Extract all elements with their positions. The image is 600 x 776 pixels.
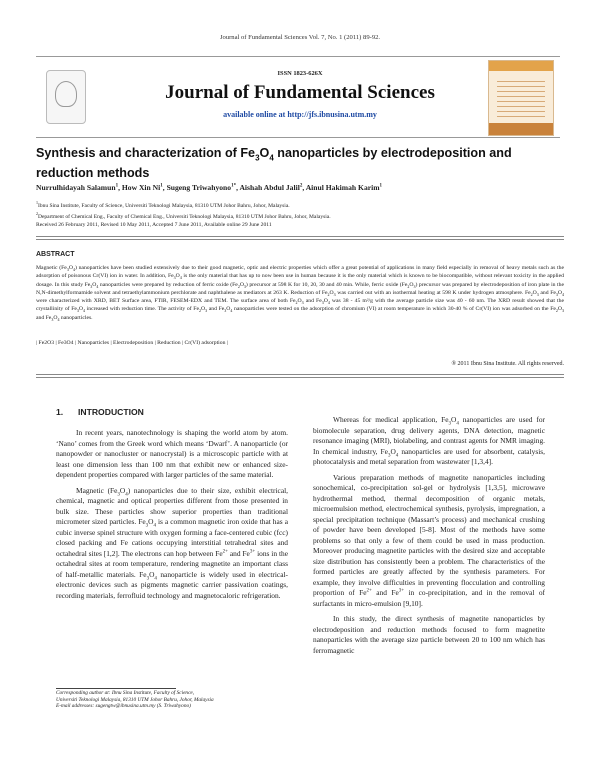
left-column (56, 428, 288, 601)
paragraph: Various preparation methods of magnetite nanoparticles including sonochemical, co-precipitation sol-gel or hydrolysis [1,3,5], microwave hydrothermal method, thermal decomposition of organic metals, microemulsion method, electrochemical synthesis, pyrolysis, impregnation, a special precipitation technique (Massart’s process) and mechanical crushing of powder have been developed [5-8]. Most of the methods have some problems so that only a few of them could be used in mass production. Moreover producing magnetite particles with the desired size and acceptable size distribution has consistently been a problem. The characteristics of the formed particles are greatly affected by the synthesis parameters. For example, they involve difficulties in preventing flocculation and controlling proportion of $Fe^{2+}$ and $Fe^{3+}$ in co-precipitation, and in the removal of surfactants in micro-emulsion [9,10]. (313, 472, 546, 608)
issn: ISSN 1823-626X (277, 70, 323, 77)
paragraph: Magnetic $(Fe_3O_4)$ nanoparticles due to their size, exhibit electrical, chemical, magnetic and optical properties different from those presented in bulk size. These particles show superior properties than traditional micrometer sized particles. $Fe_3O_4$ is a common magnetic iron oxide that has a cubic inverse spinel structure with oxygen forming a face-centered cubic (fcc) closed packing and Fe cations occupying interstitial tetrahedral sites and octahedral sites [1,2]. The electrons can hop between $Fe^{2+}$ and $Fe^{3+}$ ions in the octahedral sites at room temperature, rendering magnetite an important class of half-metallic materials. $Fe_3O_4$ nanoparticle is widely used in electrical-electronic devices such as pigments magnetic carrier passivation coatings, recording materials, ferrofluid technology and magnetocaloric refrigeration. (56, 485, 288, 600)
author: Aishah Abdul Jalil (239, 183, 300, 192)
author: How Xin Ni (121, 183, 161, 192)
section-heading-introduction: 1. INTRODUCTION (56, 407, 144, 417)
journal-title: Journal of Fundamental Sciences (165, 82, 435, 103)
author: Ainul Hakimah Karim (305, 183, 380, 192)
affiliation: $^2$Department of Chemical Eng., Faculty of Chemical Eng., Universiti Teknologi Malaysia, 81310 UTM Johor Bahru, Johor, Malaysia. (36, 210, 331, 220)
abstract-body: Magnetic $(Fe_3O_4)$ nanoparticles have been studied extensively due to their good magnetic, optic and electric properties which offer a great potential of applications in many field especially in removal of heavy metals such as the adsorption of poisonous Cr(VI) ion in water. In addition, $Fe_3O_4$ is the only material that has up to now been use in human because it is the only material which is known to be biocompatible, without relevant toxicity in the applied dosage. In this study $Fe_3O_4$ nanoparticles were prepared by reduction of ferric oxide $(Fe_2O_3)$ precursor at 598 K for 10, 20, 30 and 40 min. While, ferric oxide $(Fe_2O_3)$ precursor was prepared by electrodeposition of iron plate in the N,N-dimethylformamide solvent and tetraethylammonium perchlorate and naphthalene as mediators at 263 K. Reduction of $Fe_2O_3$ was carried out with an isothermal heating at 598 K under hydrogen atmosphere. $Fe_2O_3$ and $Fe_3O_4$ were characterized with XRD, BET Surface area, FTIR, FESEM-EDX and TEM. The surface area of both $Fe_2O_3$ and $Fe_3O_4$ was 38 - 45 m²/g with the average particle size was 40 - 60 nm. The XRD result showed that the crystallinity of $Fe_3O_4$ increased with reduction time. The activity of $Fe_2O_3$ and $Fe_3O_4$ nanoparticles were tested on the adsorption of chromium (VI) at room temperature in which 30-40 % of Cr(VI) ion was adsorbed on the $Fe_2O_3$ and $Fe_3O_4$ nanoparticles. (36, 265, 565, 322)
paper-title: Synthesis and characterization of $Fe_3O_4$ nanoparticles by electrodeposition and reduction methods (36, 146, 512, 180)
available-online (0, 110, 600, 119)
paragraph: In this study, the direct synthesis of magnetite nanoparticles by electrodeposition and reduction methods focused to form magnetite nanoparticles with the average size particle between 20 to 100 nm which has ferromagnetic (313, 614, 545, 655)
journal-url-link[interactable]: http://jfs.ibnusina.utm.my (287, 110, 377, 119)
paragraph: Whereas for medical application, $Fe_3O_4$ nanoparticles are used for biomolecule separation, drug delivery agents, DNA detection, magnetic resonance imaging (MRI), biolabeling, and contrast agents for NMR imaging. In chemical industry, $Fe_3O_4$ nanoparticles are used for absorbent, catalysis, photocatalysis and metal separation from wastewater [1,3,4]. (313, 415, 545, 466)
abstract-heading: ABSTRACT (36, 251, 75, 258)
divider (36, 374, 564, 375)
copyright: ® 2011 Ibnu Sina Institute. All rights reserved. (451, 361, 564, 367)
affiliation: $^1$Ibnu Sina Institute, Faculty of Science, Universiti Teknologi Malaysia, 81310 UTM Johor Bahru, Johor, Malaysia. (36, 200, 290, 209)
divider (36, 239, 564, 240)
running-head: Journal of Fundamental Sciences Vol. 7, No. 1 (2011) 89-92. (219, 34, 381, 41)
author: Sugeng Triwahyono (166, 183, 232, 192)
divider (36, 236, 564, 237)
footnote-divider (56, 688, 176, 689)
paragraph: In recent years, nanotechnology is shaping the world atom by atom. ‘Nano’ comes from the Greek word which means ‘Dwarf’. A nanoparticle (or nanopowder or nanocluster or nanocrystal) is a microscopic particle with at least one dimension less than 100 nm that exhibit new or enhanced size-dependent properties compared with larger particles of the same material. (56, 428, 288, 479)
article-dates: Received 26 February 2011, Revised 10 May 2011, Accepted 7 June 2011, Available online 29 June 2011 (36, 222, 272, 228)
corresponding-author-footnote: Corresponding author at: Ibnu Sina Institute, Faculty of Science, Universiti Teknologi Malaysia, 81310 UTM Johor Bahru, Johor, Malaysia E-mail addresses: sugengtw@ibnusina.utm.my (S. Triwahyono) (56, 690, 214, 710)
author-list: Nurrulhidayah Salamun$^1$, How Xin Ni$^1$, Sugeng Triwahyono$^{1*}$, Aishah Abdul Jalil$^2$, Ainul Hakimah Karim$^1$ (36, 183, 383, 192)
keywords: | Fe2O3 | Fe3O4 | Nanoparticles | Electrodeposition | Reduction | Cr(VI) adsorption | (36, 340, 228, 346)
author: Nurrulhidayah Salamun (36, 183, 116, 192)
available-prefix: available online at (223, 110, 288, 119)
divider (36, 377, 564, 378)
right-column (313, 415, 545, 656)
affiliations (36, 199, 566, 221)
